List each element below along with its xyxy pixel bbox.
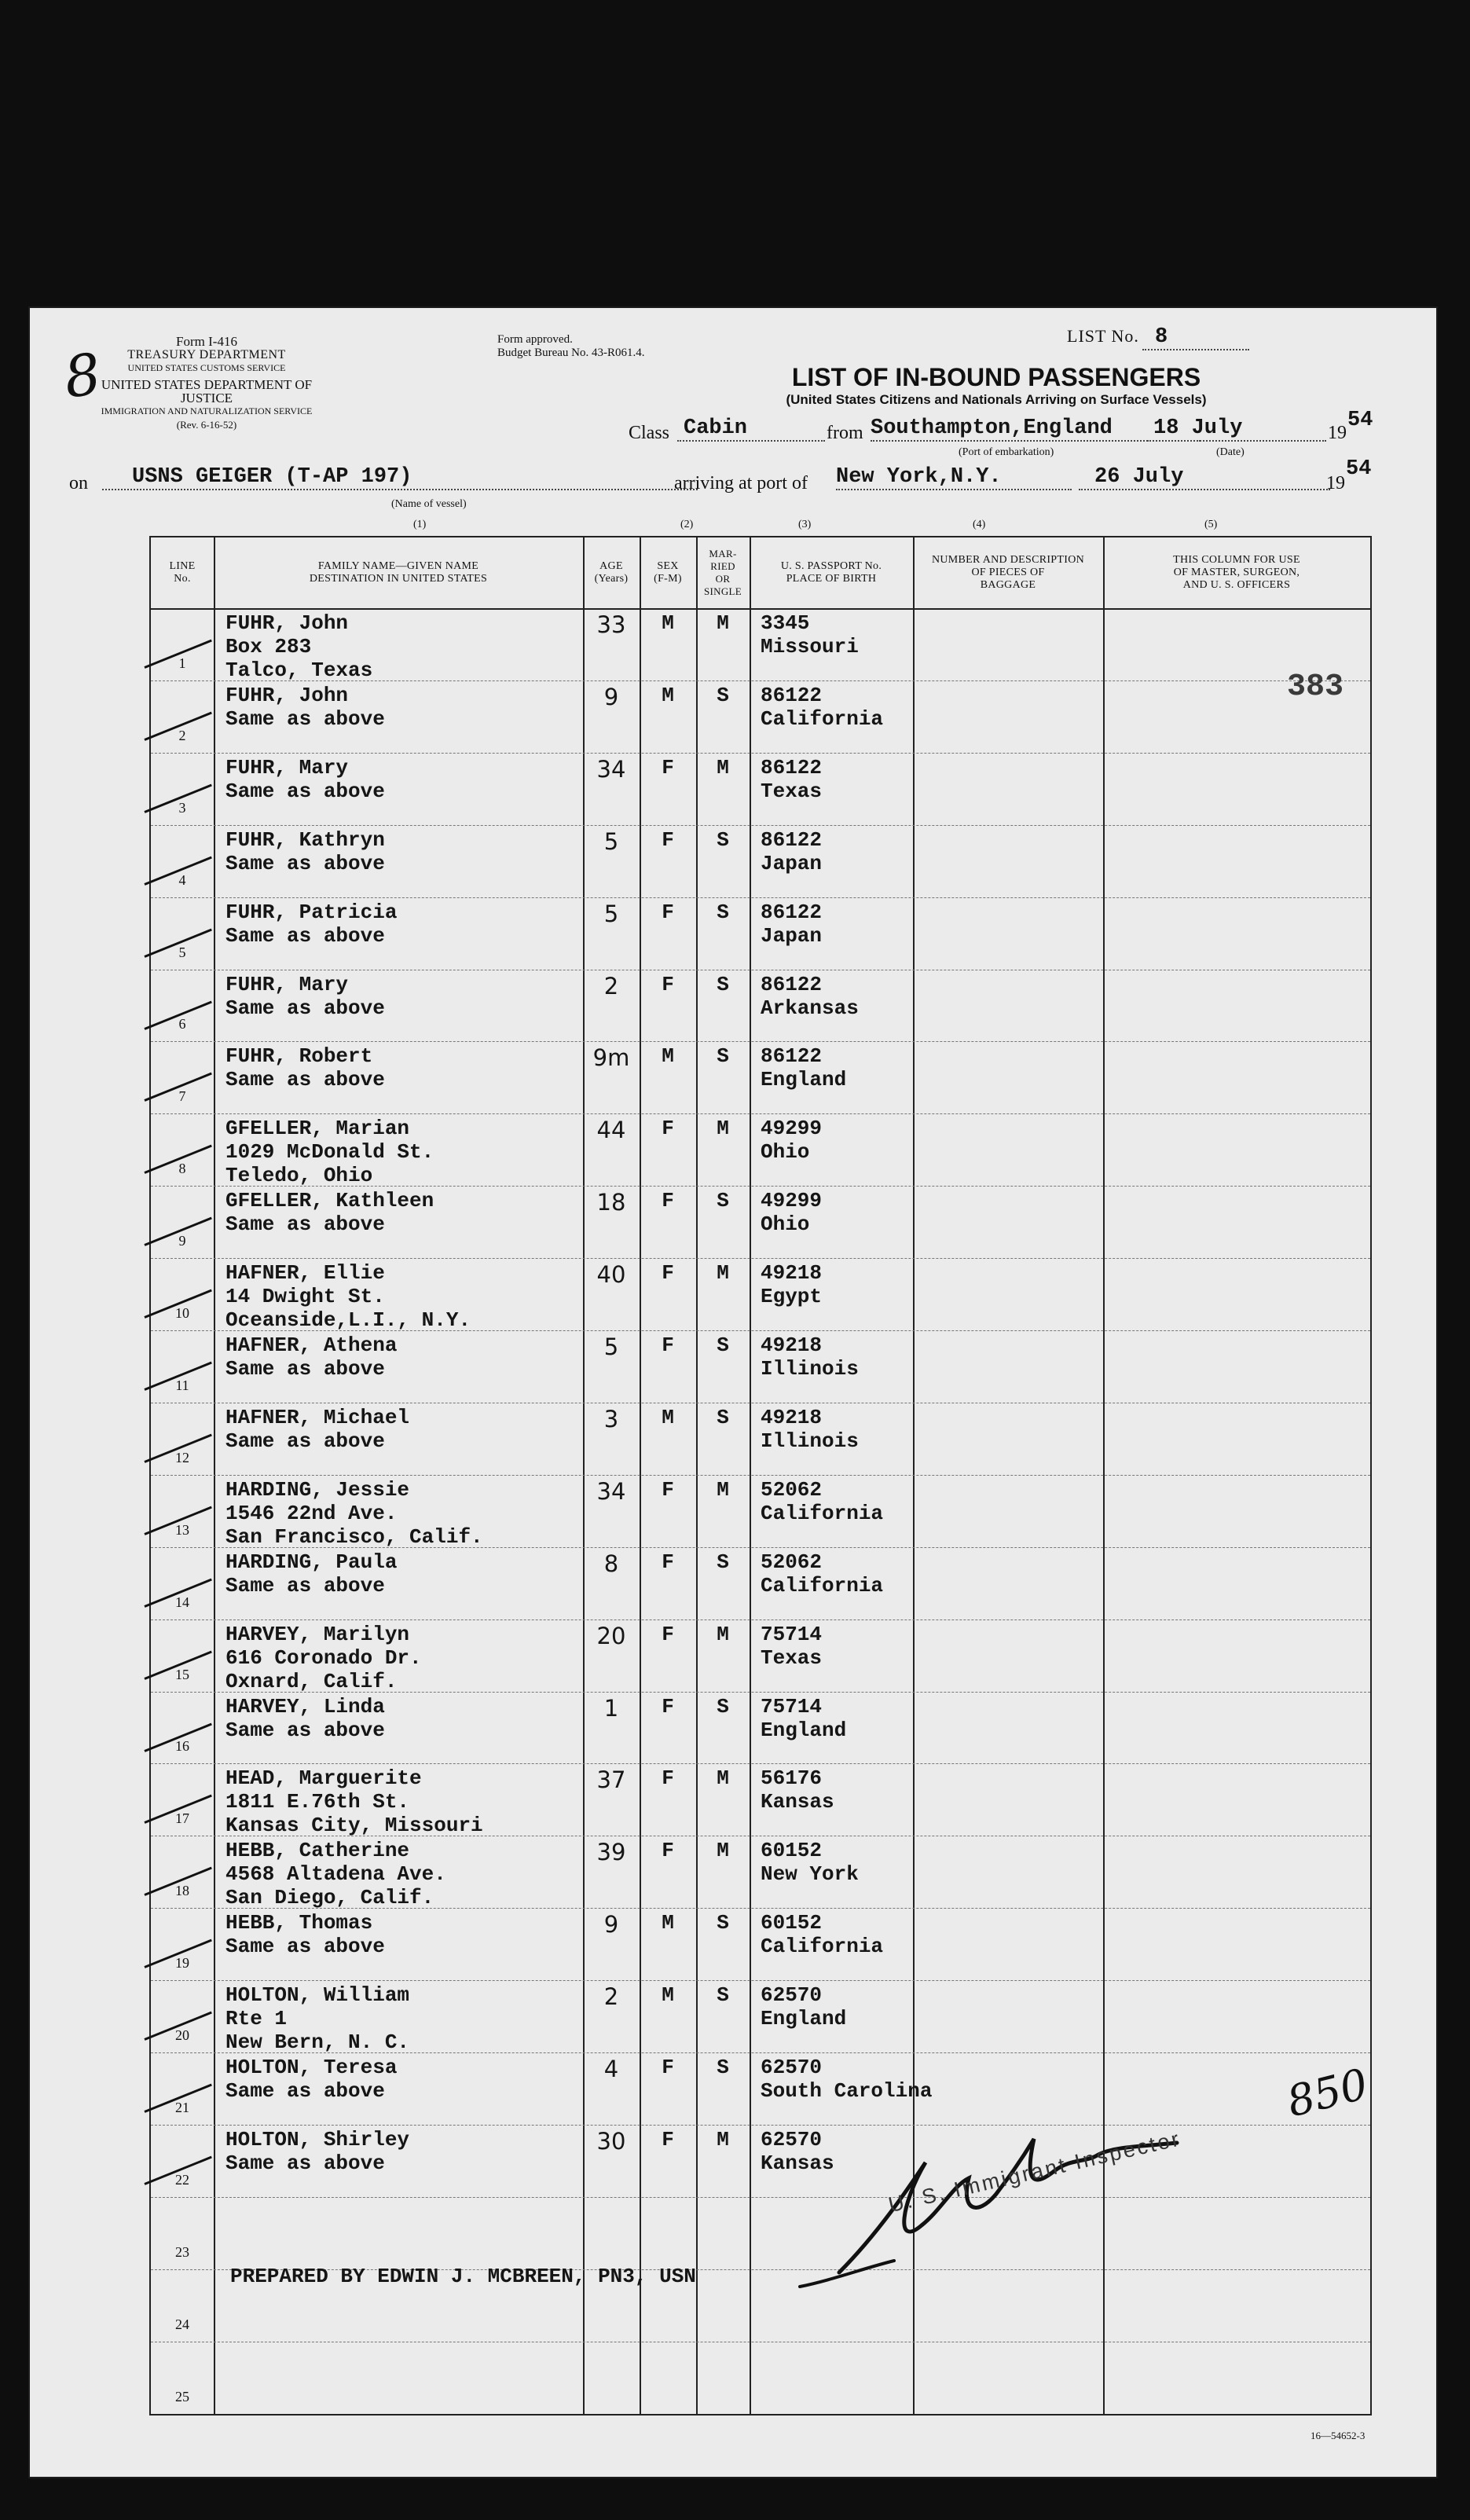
- passenger-age: 9m: [592, 1044, 630, 1072]
- passenger-marital: S: [717, 1189, 729, 1213]
- passenger-marital: S: [717, 2056, 729, 2079]
- line-number: 22: [175, 2171, 189, 2188]
- passport-number: 52062: [761, 1550, 823, 1574]
- line-number: 17: [175, 1810, 189, 1827]
- passport-number: 52062: [761, 1477, 823, 1502]
- footer-code: 16—54652-3: [1311, 2430, 1366, 2441]
- passenger-age: 5: [603, 827, 619, 855]
- from-label: from: [827, 423, 863, 443]
- passenger-sex: F: [662, 1839, 674, 1863]
- place-of-birth: England: [761, 1718, 847, 1742]
- date-note: (Date): [1216, 446, 1245, 458]
- passenger-marital: S: [717, 1044, 729, 1069]
- passenger-sex: F: [662, 1333, 674, 1357]
- passenger-sex: F: [662, 827, 674, 852]
- passenger-age: 37: [596, 1766, 626, 1794]
- passenger-age: 34: [596, 755, 626, 783]
- passenger-name: HARVEY, Marilyn: [225, 1622, 410, 1646]
- header-sex: SEX (F-M): [654, 560, 682, 585]
- passenger-name: HARVEY, Linda: [225, 1694, 385, 1719]
- col-num-4: (4): [973, 519, 986, 530]
- row-separator: [151, 897, 1370, 898]
- passenger-age: 9: [603, 1911, 619, 1939]
- place-of-birth: Texas: [761, 779, 823, 803]
- passport-number: 86122: [761, 972, 823, 996]
- line-number: 24: [175, 2316, 189, 2332]
- line-number: 15: [175, 1666, 189, 1682]
- passport-number: 86122: [761, 1044, 823, 1069]
- passenger-address: Box 283 Talco, Texas: [225, 635, 373, 682]
- customs-service: UNITED STATES CUSTOMS SERVICE: [127, 362, 286, 373]
- passenger-age: 33: [596, 611, 626, 638]
- vessel-line: [69, 457, 1413, 512]
- passenger-address: 1029 McDonald St. Teledo, Ohio: [225, 1140, 434, 1188]
- row-separator: [151, 1619, 1370, 1620]
- passenger-address: 1546 22nd Ave. San Francisco, Calif.: [225, 1501, 483, 1549]
- line-number: 9: [178, 1233, 186, 1249]
- passenger-sex: M: [662, 1044, 674, 1069]
- passport-number: 86122: [761, 683, 823, 707]
- passenger-age: 44: [596, 1117, 626, 1144]
- passenger-marital: S: [717, 683, 729, 707]
- passenger-sex: M: [662, 611, 674, 635]
- place-of-birth: England: [761, 2007, 847, 2031]
- form-revision: (Rev. 6-16-52): [176, 419, 237, 431]
- passenger-address: Same as above: [225, 2151, 385, 2175]
- year-prefix-2: 19: [1326, 473, 1345, 493]
- embark-year: 54: [1347, 409, 1373, 432]
- approval-block: [497, 333, 644, 360]
- passenger-address: 14 Dwight St. Oceanside,L.I., N.Y.: [225, 1285, 471, 1333]
- passenger-address: Same as above: [225, 1718, 385, 1742]
- passenger-sex: F: [662, 1550, 674, 1574]
- place-of-birth: Illinois: [761, 1357, 859, 1381]
- passenger-sex: F: [662, 1622, 674, 1646]
- passenger-sex: F: [662, 1261, 674, 1286]
- place-of-birth: Ohio: [761, 1212, 810, 1237]
- manifest-sheet: [30, 308, 1436, 2477]
- vessel-note: (Name of vessel): [391, 498, 467, 510]
- passport-number: 49299: [761, 1189, 823, 1213]
- passenger-address: 4568 Altadena Ave. San Diego, Calif.: [225, 1862, 446, 1910]
- passenger-age: 39: [596, 1839, 626, 1866]
- embark-port: Southampton,England: [871, 416, 1201, 442]
- passenger-name: FUHR, Patricia: [225, 900, 398, 924]
- passenger-sex: M: [662, 1983, 674, 2008]
- passenger-marital: S: [717, 900, 729, 924]
- passport-number: 86122: [761, 755, 823, 779]
- header-name: FAMILY NAME—GIVEN NAME DESTINATION IN UNITED STATES: [309, 560, 488, 585]
- form-number: Form I-416: [176, 334, 237, 349]
- passenger-address: Same as above: [225, 2079, 385, 2103]
- passenger-age: 18: [596, 1189, 626, 1216]
- class-label: Class: [629, 423, 670, 443]
- line-number: 10: [175, 1305, 189, 1321]
- header-baggage: NUMBER AND DESCRIPTION OF PIECES OF BAGGAGE: [931, 554, 1085, 591]
- line-number: 16: [175, 1738, 189, 1755]
- place-of-birth: New York: [761, 1862, 859, 1887]
- header-age: AGE (Years): [594, 560, 629, 585]
- passenger-marital: S: [717, 1911, 729, 1935]
- list-number-label: LIST No.: [1067, 326, 1139, 346]
- line-number: 2: [178, 727, 186, 743]
- list-number-value: 8: [1142, 325, 1249, 350]
- passenger-address: Same as above: [225, 996, 385, 1020]
- place-of-birth: Arkansas: [761, 996, 859, 1020]
- passenger-sex: F: [662, 1694, 674, 1719]
- passenger-marital: S: [717, 1983, 729, 2008]
- line-number: 21: [175, 2099, 189, 2115]
- passenger-address: Same as above: [225, 1935, 385, 1959]
- passenger-name: FUHR, Kathryn: [225, 827, 385, 852]
- line-number: 18: [175, 1883, 189, 1899]
- passport-number: 60152: [761, 1839, 823, 1863]
- passenger-marital: S: [717, 1694, 729, 1719]
- line-number: 19: [175, 1955, 189, 1972]
- line-number: 8: [178, 1161, 186, 1177]
- line-number: 23: [175, 2243, 189, 2260]
- place-of-birth: California: [761, 706, 884, 731]
- passenger-address: Rte 1 New Bern, N. C.: [225, 2007, 410, 2055]
- vessel-name: USNS GEIGER (T-AP 197): [102, 465, 698, 490]
- passenger-address: Same as above: [225, 779, 385, 803]
- arrival-port: New York,N.Y.: [836, 465, 1072, 490]
- passenger-marital: M: [717, 1117, 729, 1141]
- passport-number: 49218: [761, 1405, 823, 1429]
- passenger-age: 2: [603, 972, 619, 1000]
- passenger-marital: S: [717, 827, 729, 852]
- passenger-name: FUHR, Mary: [225, 755, 349, 779]
- place-of-birth: California: [761, 1573, 884, 1597]
- page-subtitle: (United States Citizens and Nationals Arriving on Surface Vessels): [786, 392, 1207, 407]
- row-separator: [151, 1258, 1370, 1259]
- passenger-address: Same as above: [225, 1212, 385, 1237]
- line-number: 20: [175, 2027, 189, 2043]
- embark-port-note: (Port of embarkation): [959, 446, 1054, 458]
- title-block: [713, 363, 1279, 408]
- passport-number: 86122: [761, 900, 823, 924]
- passenger-age: 2: [603, 1983, 619, 2011]
- passenger-address: 1811 E.76th St. Kansas City, Missouri: [225, 1790, 483, 1838]
- passenger-marital: M: [717, 2127, 729, 2151]
- place-of-birth: Japan: [761, 923, 823, 948]
- inspector-stamp: U. S. Immigrant Inspector: [886, 2126, 1184, 2217]
- passenger-marital: M: [717, 1839, 729, 1863]
- passport-number: 49218: [761, 1261, 823, 1286]
- line-number: 6: [178, 1016, 186, 1033]
- passenger-sex: F: [662, 972, 674, 996]
- place-of-birth: California: [761, 1501, 884, 1525]
- margin-number: 383: [1287, 669, 1344, 705]
- passenger-marital: M: [717, 1477, 729, 1502]
- passport-number: 75714: [761, 1622, 823, 1646]
- header-officers: THIS COLUMN FOR USE OF MASTER, SURGEON, AND U. S. OFFICERS: [1173, 554, 1300, 591]
- passenger-marital: M: [717, 1261, 729, 1286]
- passenger-name: FUHR, John: [225, 683, 349, 707]
- passport-number: 75714: [761, 1694, 823, 1719]
- line-number: 11: [175, 1377, 189, 1393]
- row-separator: [151, 825, 1370, 826]
- passenger-name: HEBB, Catherine: [225, 1839, 410, 1863]
- line-number: 13: [175, 1521, 189, 1538]
- passport-number: 56176: [761, 1766, 823, 1791]
- form-approved: Form approved.: [497, 333, 573, 346]
- on-label: on: [69, 473, 88, 493]
- arrival-year: 54: [1346, 457, 1372, 481]
- passport-number: 62570: [761, 2056, 823, 2079]
- place-of-birth: California: [761, 1935, 884, 1959]
- arriving-label: arriving at port of: [674, 473, 808, 493]
- row-separator: [151, 1113, 1370, 1114]
- passenger-name: HAFNER, Ellie: [225, 1261, 385, 1286]
- passenger-name: HAFNER, Athena: [225, 1333, 398, 1357]
- passenger-name: HOLTON, William: [225, 1983, 410, 2008]
- col-num-5: (5): [1204, 519, 1218, 530]
- passenger-address: 616 Coronado Dr. Oxnard, Calif.: [225, 1645, 422, 1693]
- passenger-address: Same as above: [225, 1573, 385, 1597]
- passenger-sex: F: [662, 900, 674, 924]
- passenger-address: Same as above: [225, 1068, 385, 1092]
- passenger-age: 1: [603, 1694, 619, 1722]
- passenger-name: HARDING, Jessie: [225, 1477, 410, 1502]
- passenger-marital: S: [717, 972, 729, 996]
- passenger-address: Same as above: [225, 1357, 385, 1381]
- passport-number: 3345: [761, 611, 810, 635]
- treasury-dept: TREASURY DEPARTMENT: [127, 348, 286, 361]
- passenger-address: Same as above: [225, 851, 385, 875]
- row-separator: [151, 753, 1370, 754]
- passenger-marital: S: [717, 1550, 729, 1574]
- row-separator: [151, 1980, 1370, 1981]
- row-separator: [151, 1041, 1370, 1042]
- passenger-marital: S: [717, 1405, 729, 1429]
- passenger-name: FUHR, Robert: [225, 1044, 373, 1069]
- header-line-no: LINE No.: [169, 560, 196, 585]
- passenger-marital: M: [717, 611, 729, 635]
- passenger-age: 4: [603, 2056, 619, 2082]
- passport-number: 60152: [761, 1911, 823, 1935]
- passenger-age: 34: [596, 1477, 626, 1505]
- corner-mark: 8: [60, 340, 105, 411]
- passenger-age: 3: [603, 1405, 619, 1432]
- passenger-address: Same as above: [225, 923, 385, 948]
- row-separator: [151, 1763, 1370, 1764]
- place-of-birth: Kansas: [761, 2151, 834, 2175]
- arrival-date: 26 July: [1079, 465, 1330, 490]
- line-number: 14: [175, 1594, 189, 1610]
- passenger-age: 9: [603, 683, 619, 710]
- budget-bureau: Budget Bureau No. 43-R061.4.: [497, 347, 645, 359]
- prepared-by: PREPARED BY EDWIN J. MCBREEN, PN3, USN: [230, 2265, 696, 2288]
- passenger-age: 5: [603, 900, 619, 927]
- passport-number: 49299: [761, 1117, 823, 1141]
- place-of-birth: Missouri: [761, 635, 859, 658]
- passenger-age: 8: [603, 1550, 619, 1577]
- year-prefix: 19: [1328, 423, 1347, 443]
- passenger-marital: M: [717, 1766, 729, 1791]
- line-number: 5: [178, 944, 186, 960]
- passenger-name: HOLTON, Teresa: [225, 2056, 398, 2079]
- passenger-address: Same as above: [225, 1429, 385, 1453]
- passenger-sex: F: [662, 1189, 674, 1213]
- ins-service: IMMIGRATION AND NATURALIZATION SERVICE: [101, 405, 313, 416]
- passport-number: 86122: [761, 827, 823, 852]
- passenger-name: HEAD, Marguerite: [225, 1766, 422, 1791]
- passport-number: 62570: [761, 1983, 823, 2008]
- passenger-marital: M: [717, 755, 729, 779]
- justice-dept: UNITED STATES DEPARTMENT OF JUSTICE: [101, 377, 313, 405]
- place-of-birth: England: [761, 1068, 847, 1092]
- line-number: 25: [175, 2388, 189, 2404]
- line-number: 7: [178, 1088, 186, 1105]
- passenger-age: 30: [596, 2127, 626, 2155]
- passenger-name: FUHR, Mary: [225, 972, 349, 996]
- line-number: 1: [178, 655, 186, 671]
- passenger-name: HARDING, Paula: [225, 1550, 398, 1574]
- passenger-marital: M: [717, 1622, 729, 1646]
- place-of-birth: Egypt: [761, 1285, 823, 1309]
- column-numbers: [30, 519, 1436, 534]
- passenger-age: 20: [596, 1622, 626, 1649]
- line-number: 3: [178, 799, 186, 816]
- list-number: [1067, 325, 1249, 350]
- passenger-name: HEBB, Thomas: [225, 1911, 373, 1935]
- col-num-3: (3): [798, 519, 812, 530]
- form-block: [85, 335, 328, 431]
- passenger-sex: M: [662, 683, 674, 707]
- class-line: [629, 409, 1414, 458]
- place-of-birth: Ohio: [761, 1140, 810, 1165]
- passenger-name: HOLTON, Shirley: [225, 2127, 410, 2151]
- passport-number: 49218: [761, 1333, 823, 1357]
- passenger-age: 40: [596, 1261, 626, 1289]
- passenger-sex: F: [662, 2056, 674, 2079]
- passenger-age: 5: [603, 1333, 619, 1360]
- page-title: LIST OF IN-BOUND PASSENGERS: [791, 363, 1201, 391]
- line-number: 12: [175, 1449, 189, 1465]
- place-of-birth: Texas: [761, 1645, 823, 1670]
- passport-number: 62570: [761, 2127, 823, 2151]
- place-of-birth: Illinois: [761, 1429, 859, 1453]
- passenger-sex: F: [662, 1477, 674, 1502]
- stamp-note: 850: [1281, 2059, 1373, 2127]
- passenger-name: GFELLER, Marian: [225, 1117, 410, 1141]
- passenger-sex: M: [662, 1405, 674, 1429]
- passenger-sex: F: [662, 755, 674, 779]
- embark-date: 18 July: [1147, 416, 1326, 442]
- place-of-birth: Kansas: [761, 1790, 834, 1814]
- col-num-1: (1): [413, 519, 427, 530]
- passenger-name: GFELLER, Kathleen: [225, 1189, 434, 1213]
- line-number: 4: [178, 871, 186, 888]
- place-of-birth: South Carolina: [761, 2079, 933, 2103]
- place-of-birth: Japan: [761, 851, 823, 875]
- inspector-signature: [784, 2092, 1287, 2296]
- header-passport: U. S. PASSPORT No. PLACE OF BIRTH: [780, 560, 882, 585]
- class-value: Cabin: [677, 416, 825, 442]
- passenger-marital: S: [717, 1333, 729, 1357]
- passenger-name: FUHR, John: [225, 611, 349, 635]
- passenger-sex: F: [662, 2127, 674, 2151]
- col-num-2: (2): [680, 519, 694, 530]
- passenger-sex: F: [662, 1117, 674, 1141]
- row-separator: [151, 1475, 1370, 1476]
- header-married: MAR- RIED OR SINGLE: [703, 548, 742, 597]
- passenger-sex: F: [662, 1766, 674, 1791]
- passenger-name: HAFNER, Michael: [225, 1405, 410, 1429]
- passenger-address: Same as above: [225, 706, 385, 731]
- passenger-sex: M: [662, 1911, 674, 1935]
